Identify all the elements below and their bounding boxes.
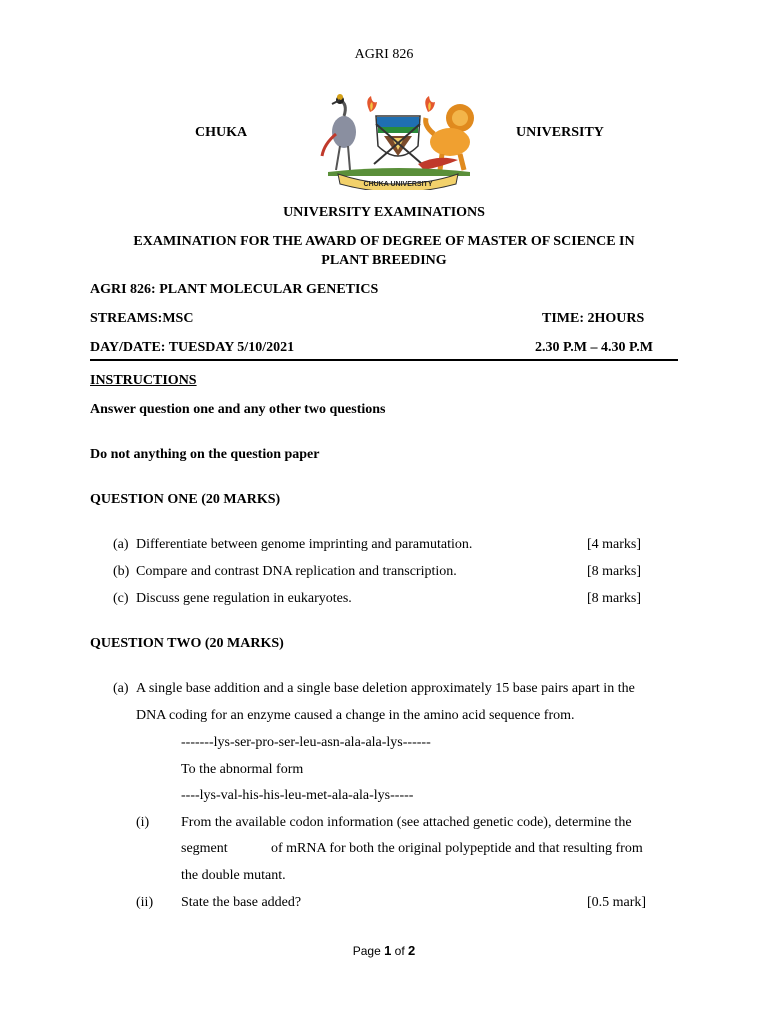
q2-a-label: (a) [113, 681, 129, 696]
of-word: of [394, 944, 405, 958]
course-title: AGRI 826: PLANT MOLECULAR GENETICS [90, 282, 379, 297]
q2-a-text-line1: A single base addition and a single base deletion approximately 15 base pairs apart in the [136, 681, 635, 696]
streams: STREAMS:MSC [90, 311, 194, 326]
exam-duration: TIME: 2HOURS [542, 311, 645, 326]
q2-ii-text: State the base added? [181, 895, 302, 910]
exam-date: DAY/DATE: TUESDAY 5/10/2021 [90, 340, 295, 355]
abnormal-sequence: ----lys-val-his-his-leu-met-ala-ala-lys----- [181, 788, 414, 803]
q1-item-b-label: (b) [113, 564, 130, 579]
q2-ii-label: (ii) [136, 895, 154, 910]
paper-code: AGRI 826 [354, 47, 414, 62]
university-crest-logo [314, 94, 482, 190]
abnormal-form-label: To the abnormal form [181, 762, 304, 777]
q1-item-a-marks: [4 marks] [587, 537, 642, 552]
exam-time-range: 2.30 P.M – 4.30 P.M [535, 340, 653, 355]
degree-title-line1: EXAMINATION FOR THE AWARD OF DEGREE OF MASTER OF SCIENCE IN [133, 234, 635, 249]
header-left-name: CHUKA [195, 125, 248, 140]
question-two-heading: QUESTION TWO (20 MARKS) [90, 636, 284, 651]
instructions-heading: INSTRUCTIONS [90, 373, 197, 388]
q1-item-c-marks: [8 marks] [587, 591, 642, 606]
q1-item-a-label: (a) [113, 537, 129, 552]
header-divider [90, 359, 678, 361]
original-sequence: -------lys-ser-pro-ser-leu-asn-ala-ala-lys------ [181, 735, 431, 750]
page-word: Page [352, 944, 381, 958]
q1-item-b-text: Compare and contrast DNA replication and transcription. [136, 564, 457, 579]
logo-banner-text: CHUKA UNIVERSITY [363, 181, 433, 188]
header-right-name: UNIVERSITY [516, 125, 604, 140]
q2-a-text-line2: DNA coding for an enzyme caused a change in the amino acid sequence from. [136, 708, 575, 723]
q2-i-text-line1: From the available codon information (see attached genetic code), determine the [181, 815, 632, 830]
q2-ii-marks: [0.5 mark] [587, 895, 647, 910]
q2-i-text-line2a: segment [181, 841, 228, 856]
q2-i-label: (i) [136, 815, 150, 830]
q2-i-text-line2b: of mRNA for both the original polypeptide and that resulting from [271, 841, 643, 856]
q1-item-a-text: Differentiate between genome imprinting and paramutation. [136, 537, 473, 552]
q1-item-c-label: (c) [113, 591, 129, 606]
degree-title-line2: PLANT BREEDING [321, 253, 447, 268]
q2-i-text-line3: the double mutant. [181, 868, 286, 883]
page-footer [0, 943, 768, 958]
q1-item-b-marks: [8 marks] [587, 564, 642, 579]
question-one-heading: QUESTION ONE (20 MARKS) [90, 492, 281, 507]
page-total: 2 [408, 943, 416, 958]
instruction-line-1: Answer question one and any other two questions [90, 402, 386, 417]
exam-title: UNIVERSITY EXAMINATIONS [283, 205, 485, 220]
q1-item-c-text: Discuss gene regulation in eukaryotes. [136, 591, 352, 606]
instruction-line-2: Do not anything on the question paper [90, 447, 320, 462]
page-number: 1 [384, 943, 392, 958]
